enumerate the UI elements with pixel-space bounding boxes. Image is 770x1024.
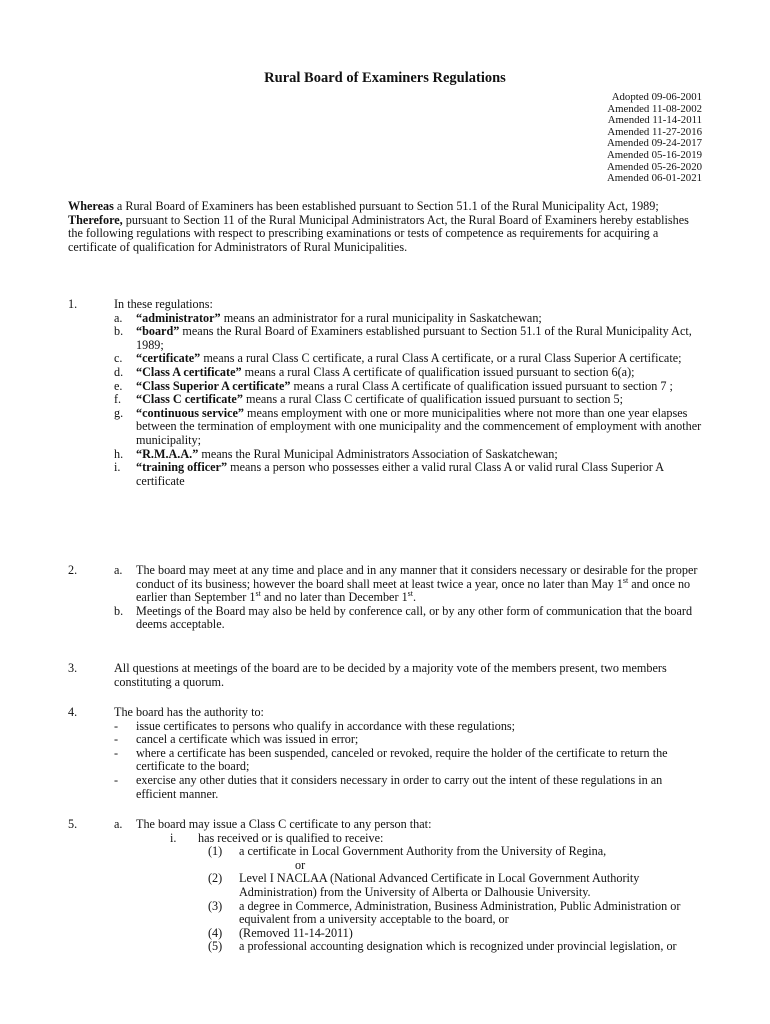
definition-item: i. “training officer” means a person who possesses either a valid rural Class A or valid rural Class Superior A certificate — [114, 460, 664, 488]
definition-item: c. “certificate” means a rural Class C certificate, a rural Class A certificate, or a rural Class Superior A certificate; — [114, 351, 682, 366]
section-intro: The board has the authority to: — [114, 705, 264, 719]
authority-item: - where a certificate has been suspended, canceled or revoked, require the holder of the certificate to return the certificate to the board; — [114, 745, 668, 774]
date-line: Amended 11-27-2016 — [607, 125, 702, 138]
subclause-item: i. has received or is qualified to receive: — [170, 830, 384, 845]
definition-item: d. “Class A certificate” means a rural Class A certificate of qualification issued pursuant to section 6(a); — [114, 364, 635, 379]
section-number: 1. — [68, 297, 78, 311]
definition-item: e. “Class Superior A certificate” means a rural Class A certificate of qualification issued pursuant to section 7 ; — [114, 378, 673, 393]
section-text: All questions at meetings of the board are to be decided by a majority vote of the members present, two members constituting a quorum. — [114, 661, 667, 689]
clause-item: a. The board may meet at any time and place and in any manner that it considers necessary or desirable for the proper conduct of its business; however the board shall meet at least twice a year, once no later than May 1st and once no earlier than September 1st and no later than December 1st. — [114, 563, 698, 605]
qualification-item: (2) Level I NACLAA (National Advanced Certificate in Local Government Authority Administration) from the University of Alberta or Dalhousie University. — [208, 871, 640, 899]
section-number: 2. — [68, 563, 78, 577]
page-title: Rural Board of Examiners Regulations — [264, 70, 506, 86]
definition-item: b. “board” means the Rural Board of Examiners established pursuant to Section 51.1 of the Rural Municipality Act, 1989; — [114, 324, 692, 352]
date-line: Amended 06-01-2021 — [606, 172, 702, 185]
authority-item: - cancel a certificate which was issued in error; — [114, 732, 359, 747]
qualification-item: (3) a degree in Commerce, Administration, Business Administration, Public Administration or equivalent from a university acceptable to the board, or — [208, 898, 681, 927]
section-intro: In these regulations: — [114, 297, 213, 311]
qualification-item: (5) a professional accounting designation which is recognized under provincial legislation, or — [208, 939, 677, 954]
revision-dates — [560, 92, 702, 185]
date-line: Amended 05-16-2019 — [606, 148, 702, 161]
definition-item: f. “Class C certificate” means a rural Class C certificate of qualification issued pursuant to section 5; — [114, 392, 624, 407]
date-line: Adopted 09-06-2001 — [611, 91, 702, 103]
date-line: Amended 11-08-2002 — [607, 102, 702, 115]
section-number: 3. — [68, 661, 78, 675]
clause-item: a. The board may issue a Class C certificate to any person that: — [114, 817, 432, 831]
clause-item: b. Meetings of the Board may also be held by conference call, or by any other form of communication that the board deems acceptable. — [114, 603, 693, 632]
qualification-item: (4) (Removed 11-14-2011) — [208, 925, 353, 940]
qualification-item: (1) a certificate in Local Government Authority from the University of Regina, or — [208, 844, 607, 872]
preamble — [68, 200, 704, 254]
authority-item: - issue certificates to persons who qualify in accordance with these regulations; — [114, 718, 516, 733]
date-line: Amended 05-26-2020 — [606, 160, 702, 173]
definition-item: a. “administrator” means an administrator for a rural municipality in Saskatchewan; — [114, 310, 542, 325]
authority-item: - exercise any other duties that it considers necessary in order to carry out the intent of these regulations in an efficient manner. — [114, 772, 663, 801]
whereas-clause: Whereas a Rural Board of Examiners has been established pursuant to Section 51.1 of the Rural Municipality Act, 1989; — [68, 199, 659, 213]
section-number: 4. — [68, 705, 78, 719]
date-line: Amended 11-14-2011 — [607, 114, 702, 127]
definition-item: h. “R.M.A.A.” means the Rural Municipal Administrators Association of Saskatchewan; — [114, 446, 558, 461]
date-line: Amended 09-24-2017 — [606, 137, 702, 150]
therefore-clause: Therefore, pursuant to Section 11 of the Rural Municipal Administrators Act, the Rural Board of Examiners hereby establishes the following regulations with respect to prescribing examinations or tests of competence as requirements for acquiring a certificate of qualification for Administrators of Rural Municipalities. — [68, 212, 689, 254]
section-number: 5. — [68, 817, 78, 831]
definition-item: g. “continuous service” means employment with one or more municipalities where not more than one year elapses between the termination of employment with one municipality and the commencement of employment with another municipality; — [114, 405, 702, 447]
